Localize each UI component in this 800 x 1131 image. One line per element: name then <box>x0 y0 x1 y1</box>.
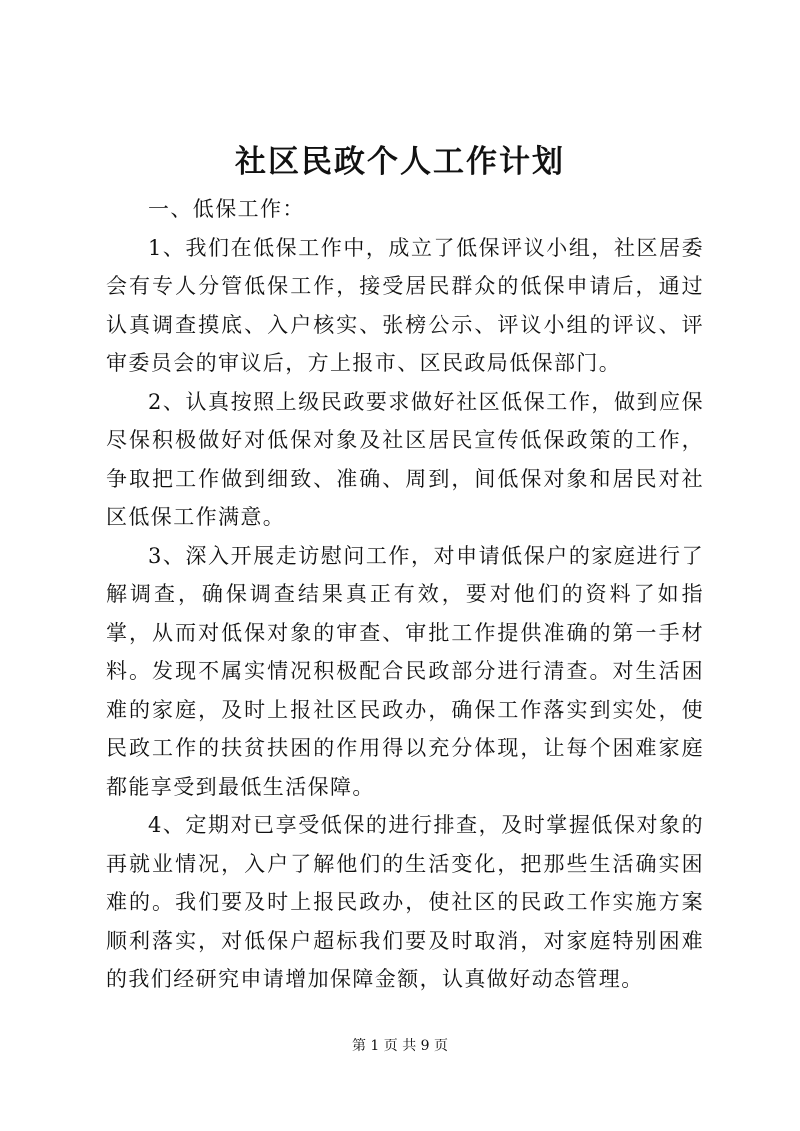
document-body <box>106 190 704 999</box>
paragraph-3: 3、深入开展走访慰问工作，对申请低保户的家庭进行了解调查，确保调查结果真正有效，要对他们的资料了如指掌，从而对低保对象的审查、审批工作提供准确的第一手材料。发现不属实情况积极配合民政部分进行清查。对生活困难的家庭，及时上报社区民政办，确保工作落实到实处，使民政工作的扶贫扶困的作用得以充分体现，让每个困难家庭都能享受到最低生活保障。 <box>106 543 704 799</box>
paragraph-2: 2、认真按照上级民政要求做好社区低保工作，做到应保尽保积极做好对低保对象及社区居民宣传低保政策的工作，争取把工作做到细致、准确、周到，间低保对象和居民对社区低保工作满意。 <box>106 389 704 529</box>
section-heading: 一、低保工作： <box>148 197 305 221</box>
paragraph-1: 1、我们在低保工作中，成立了低保评议小组，社区居委会有专人分管低保工作，接受居民群众的低保申请后，通过认真调查摸底、入户核实、张榜公示、评议小组的评议、评审委员会的审议后，方上报市、区民政局低保部门。 <box>106 235 704 375</box>
document-title: 社区民政个人工作计划 <box>235 144 565 180</box>
paragraph-4: 4、定期对已享受低保的进行排查，及时掌握低保对象的再就业情况，入户了解他们的生活变化，把那些生活确实困难的。我们要及时上报民政办，使社区的民政工作实施方案顺利落实，对低保户超标我们要及时取消，对家庭特别困难的我们经研究申请增加保障金额，认真做好动态管理。 <box>106 813 704 991</box>
page-number-footer: 第 1 页 共 9 页 <box>351 1038 449 1054</box>
